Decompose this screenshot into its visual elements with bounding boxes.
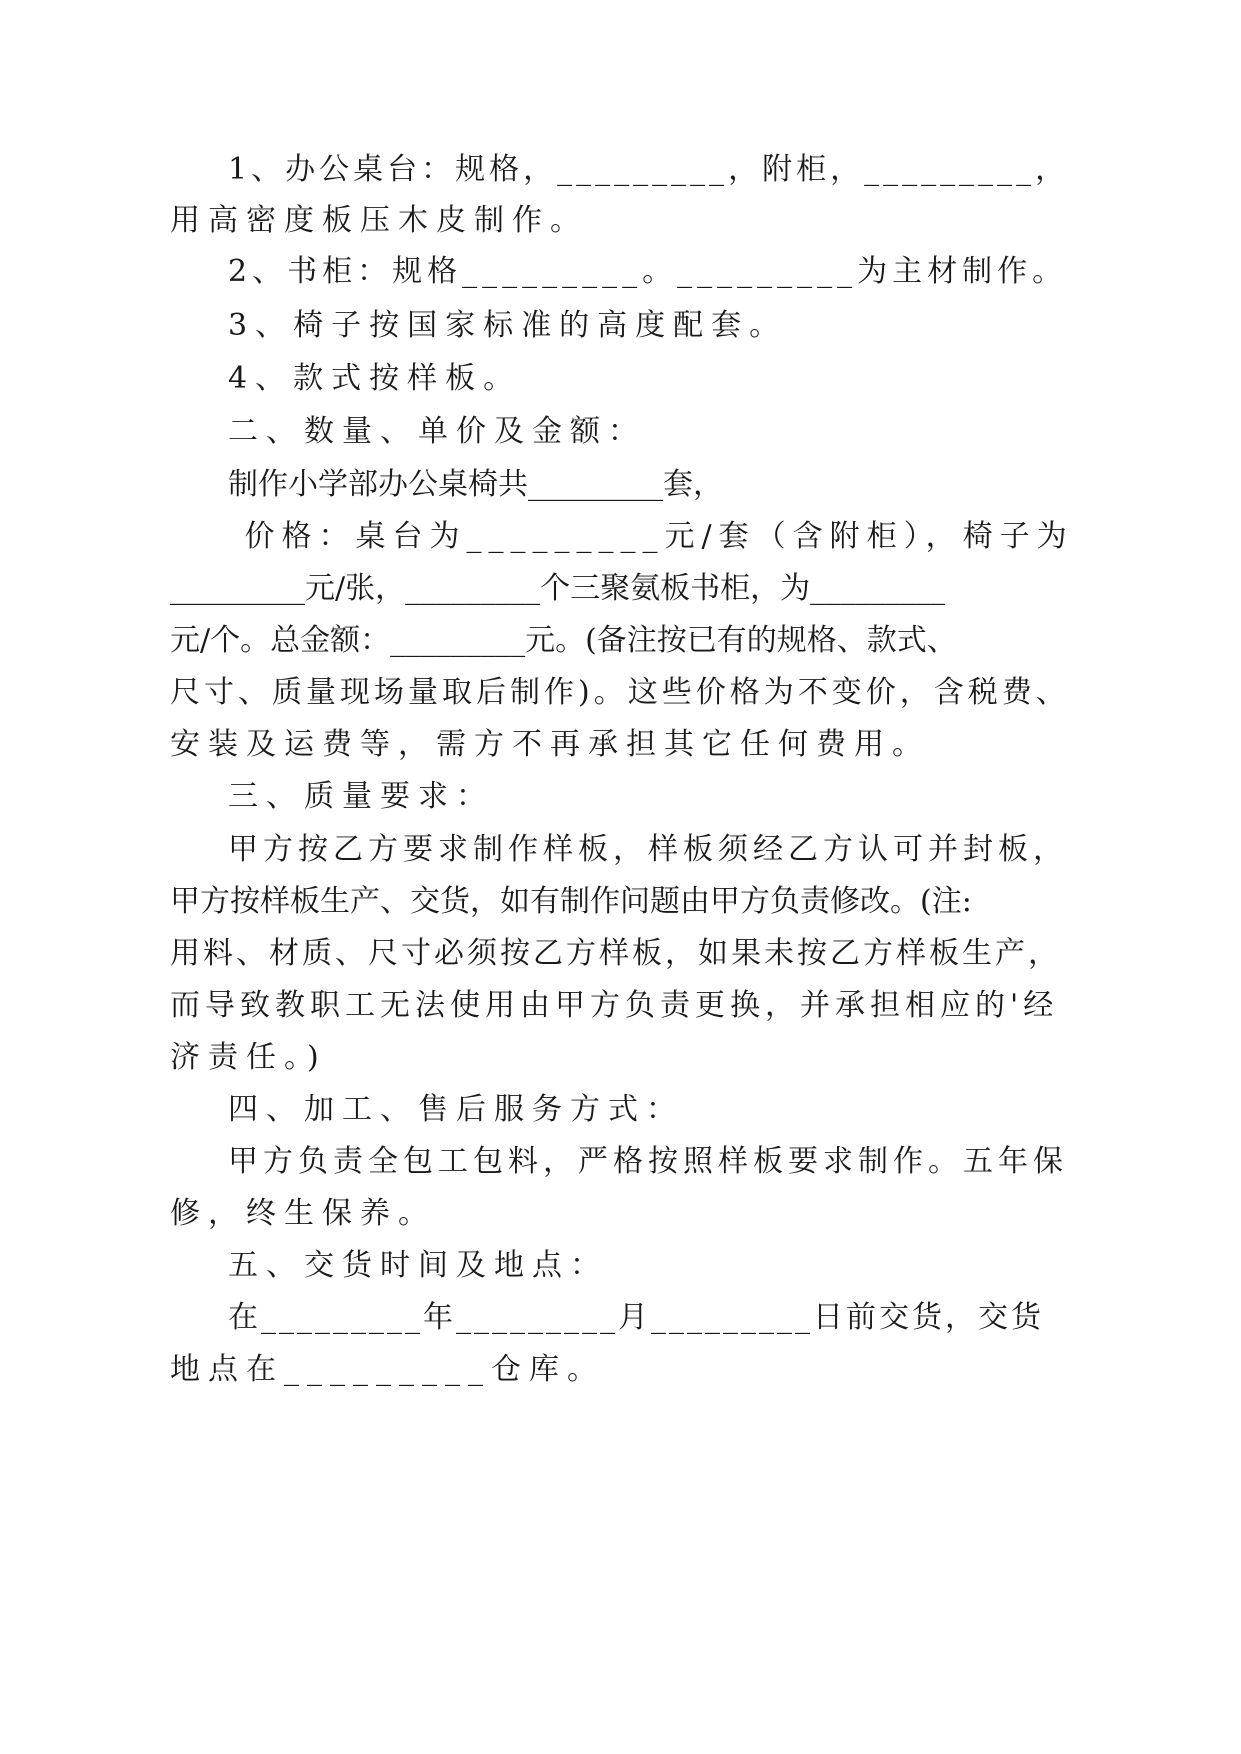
delivery-paragraph-line-2: 地点在_________仓库。 [170,1352,605,1387]
quantity-paragraph: 制作小学部办公桌椅共_________套， [228,467,723,502]
clause-1-material: 用高密度板压木皮制作。 [170,203,588,238]
quality-paragraph-line-3: 用料、材质、尺寸必须按乙方样板，如果未按乙方样板生产， [170,936,1061,971]
clause-4-style: 4、款式按样板。 [228,361,522,396]
clause-2-bookcase: 2、书柜：规格_________。_________为主材制作。 [228,254,1068,289]
quality-paragraph-line-1: 甲方按乙方要求制作样板，样板须经乙方认可并封板， [228,832,1068,867]
quality-paragraph-line-5: 济责任。) [170,1040,327,1075]
section-2-heading: 二、数量、单价及金额： [228,414,646,449]
quality-paragraph-line-2: 甲方按样板生产、交货，如有制作问题由甲方负责修改。(注: [170,884,972,919]
section-3-heading: 三、质量要求： [228,779,494,814]
price-paragraph-line-4: 尺寸、质量现场量取后制作)。这些价格为不变价，含税费、 [170,675,1070,710]
clause-3-chairs: 3、椅子按国家标准的高度配套。 [228,308,788,343]
clause-1-desk-spec: 1、办公桌台：规格，_________，附柜，_________， [228,152,1070,187]
section-5-heading: 五、交货时间及地点： [228,1248,608,1283]
price-paragraph-line-5: 安装及运费等，需方不再承担其它任何费用。 [170,727,930,762]
quality-paragraph-line-4: 而导致教职工无法使用由甲方负责更换，并承担相应的'经 [170,988,1059,1023]
price-paragraph-line-3: 元/个。总金额：_________元。(备注按已有的规格、款式、 [170,623,957,658]
service-paragraph-line-1: 甲方负责全包工包料，严格按照样板要求制作。五年保 [228,1144,1068,1179]
service-paragraph-line-2: 修，终生保养。 [170,1196,436,1231]
delivery-paragraph-line-1: 在_________年_________月_________日前交货，交货 [228,1300,1044,1335]
price-paragraph-line-1: 价格：桌台为_________元/套（含附柜），椅子为 [228,519,1074,554]
section-4-heading: 四、加工、售后服务方式： [228,1092,684,1127]
price-paragraph-line-2: _________元/张，_________个三聚氨板书柜，为_________ [170,571,946,606]
